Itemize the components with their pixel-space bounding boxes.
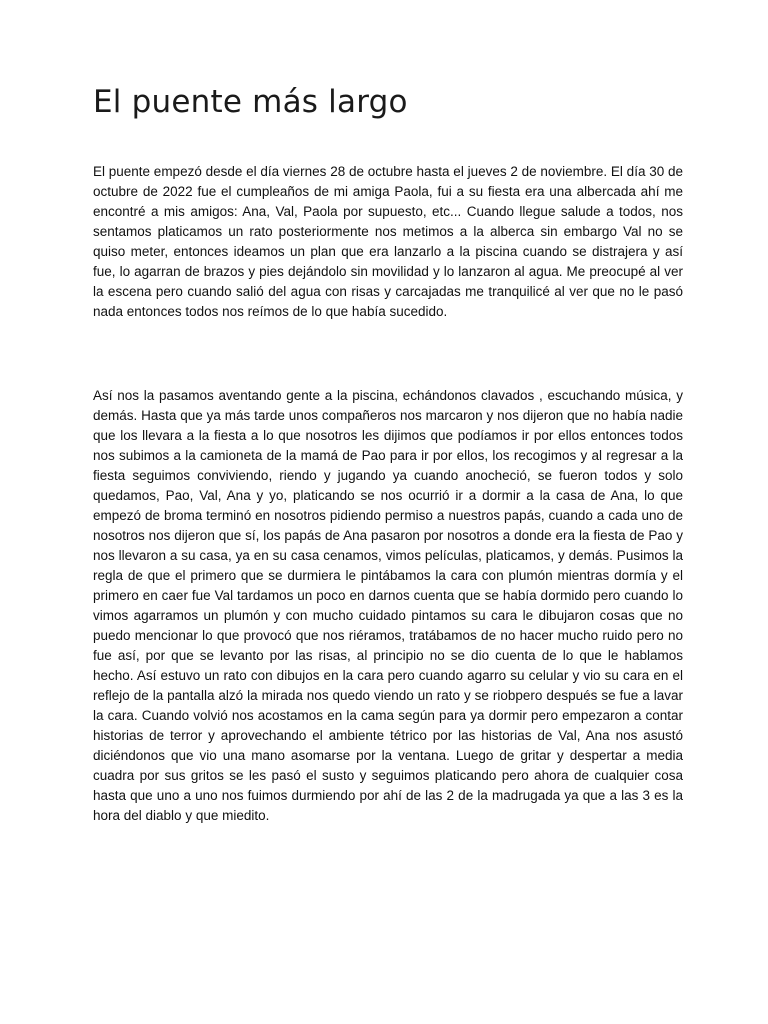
paragraph-2: Así nos la pasamos aventando gente a la piscina, echándonos clavados , escuchando música, y demás. Hasta que ya más tarde unos compañeros nos marcaron y nos dijeron que no había nadie que los llevara a la fiesta a lo que nosotros les dijimos que podíamos ir por ellos entonces todos nos subimos a la camioneta de la mamá de Pao para ir por ellos, los recogimos y al regresar a la fiesta seguimos conviviendo, riendo y jugando ya cuando anocheció, se fueron todos y solo quedamos, Pao, Val, Ana y yo, platicando se nos ocurrió ir a dormir a la casa de Ana, lo que empezó de broma terminó en nosotros pidiendo permiso a nuestros papás, cuando a cada uno de nosotros nos dijeron que sí, los papás de Ana pasaron por nosotros a donde era la fiesta de Pao y nos llevaron a su casa, ya en su casa cenamos, vimos películas, platicamos, y demás. Pusimos la regla de que el primero que se durmiera le pintábamos la cara con plumón mientras dormía y el primero en caer fue Val tardamos un poco en darnos cuenta que se había dormido pero cuando lo vimos agarramos un plumón y con mucho cuidado pintamos su cara le dibujaron cosas que no puedo mencionar lo que provocó que nos riéramos, tratábamos de no hacer mucho ruido pero no fue así, por que se levanto por las risas, al principio no se dio cuenta de lo que le hablamos hecho. Así estuvo un rato con dibujos en la cara pero cuando agarro su celular y vio su cara en el reflejo de la pantalla alzó la mirada nos quedo viendo un rato y se riobpero después se fue a lavar la cara. Cuando volvió nos acostamos en la cama según para ya dormir pero empezaron a contar historias de terror y aprovechando el ambiente tétrico por las historias de Val, Ana nos asustó diciéndonos que vio una mano asomarse por la ventana. Luego de gritar y despertar a media cuadra por sus gritos se les pasó el susto y seguimos platicando pero ahora de cualquier cosa hasta que uno a uno nos fuimos durmiendo por ahí de las 2 de la madrugada ya que a las 3 es la hora del diablo y que miedito.	[93, 388, 683, 823]
paragraph-1: El puente empezó desde el día viernes 28 de octubre hasta el jueves 2 de noviembre. El día 30 de octubre de 2022 fue el cumpleaños de mi amiga Paola, fui a su fiesta era una albercada ahí me encontré a mis amigos: Ana, Val, Paola por supuesto, etc... Cuando llegue salude a todos, nos sentamos platicamos un rato posteriormente nos metimos a la alberca sin embargo Val no se quiso meter, entonces ideamos un plan que era lanzarlo a la piscina cuando se distrajera y así fue, lo agarran de brazos y pies dejándolo sin movilidad y lo lanzaron al agua. Me preocupé al ver la escena pero cuando salió del agua con risas y carcajadas me tranquilicé al ver que no le pasó nada entonces todos nos reímos de lo que había sucedido.	[93, 164, 683, 319]
document-title: El puente más largo	[93, 84, 408, 120]
